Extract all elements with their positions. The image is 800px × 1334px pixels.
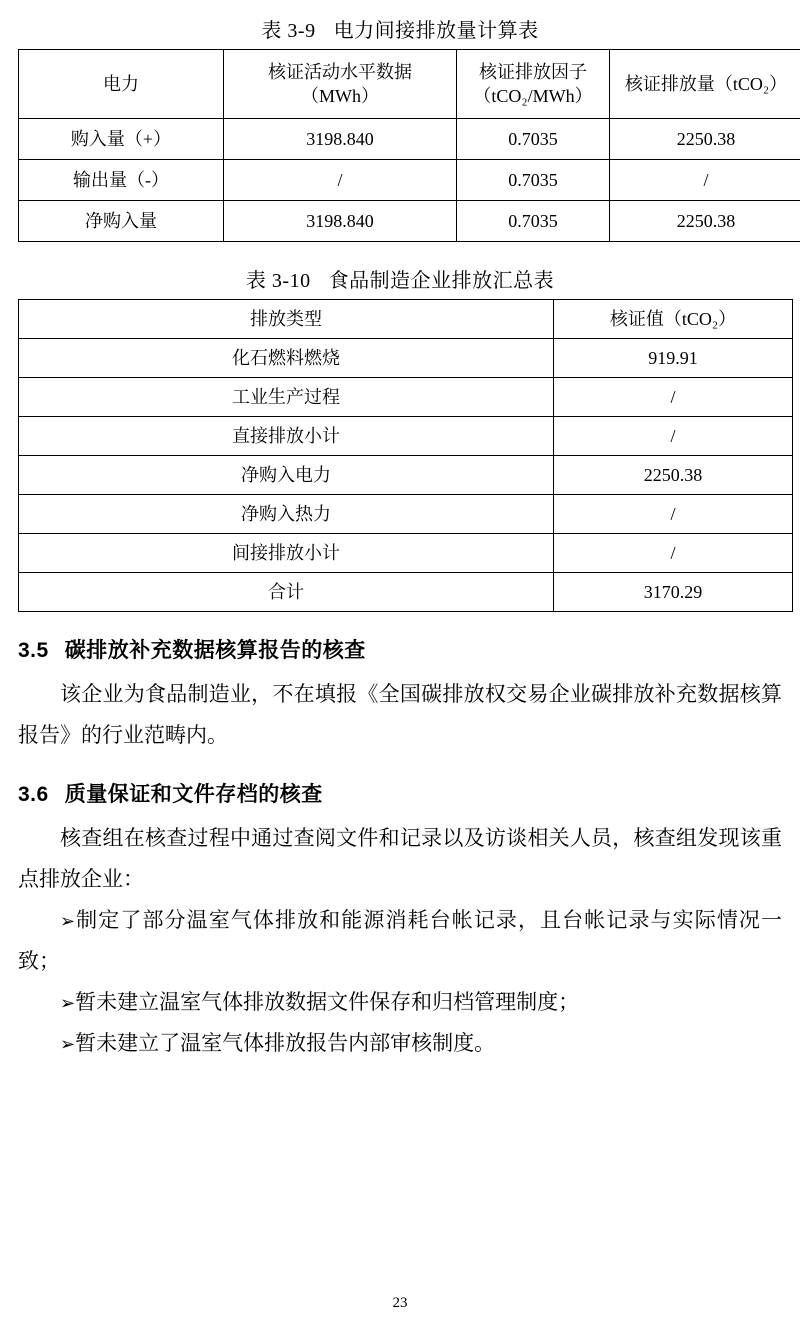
table-3-10-caption-title: 食品制造企业排放汇总表	[328, 270, 555, 292]
table-3-10-cell: 净购入热力	[19, 495, 554, 534]
section-title: 质量保证和文件存档的核查	[64, 782, 323, 806]
table-row	[19, 160, 800, 201]
table-3-10-cell: 净购入电力	[19, 456, 554, 495]
table-3-9	[18, 49, 800, 242]
section-3-6-paragraph: 核查组在核查过程中通过查阅文件和记录以及访谈相关人员，核查组发现该重点排放企业：	[18, 825, 782, 891]
table-3-9-cell: 3198.840	[224, 201, 457, 242]
bullet-item	[18, 900, 782, 982]
table-3-10-cell: 2250.38	[554, 456, 793, 495]
table-3-10-cell: /	[554, 534, 793, 573]
table-row	[19, 573, 793, 612]
table-3-9-cell: /	[610, 160, 800, 201]
table-row	[19, 339, 793, 378]
section-heading-3-5	[18, 634, 782, 664]
section-title: 碳排放补充数据核算报告的核查	[64, 639, 366, 662]
bullet-item	[18, 1023, 782, 1064]
table-3-9-cell: 0.7035	[457, 201, 610, 242]
page-number: 23	[392, 1295, 408, 1311]
table-3-10-cell: /	[554, 378, 793, 417]
table-3-9-header-0: 电力	[19, 50, 224, 119]
table-3-9-cell: 3198.840	[224, 119, 457, 160]
bullet-text: 制定了部分温室气体排放和能源消耗台帐记录，且台帐记录与实际情况一 致；	[18, 907, 782, 973]
table-row	[19, 417, 793, 456]
table-3-10-cell: 化石燃料燃烧	[19, 339, 554, 378]
table-3-9-cell: 2250.38	[610, 201, 800, 242]
table-3-9-cell: /	[224, 160, 457, 201]
table-3-9-header-1	[224, 50, 457, 119]
table-3-10-cell: 919.91	[554, 339, 793, 378]
table-row	[19, 119, 800, 160]
bullet-item	[18, 982, 782, 1023]
bullet-text: 暂未建立了温室气体排放报告内部审核制度。	[75, 1030, 496, 1055]
header-line: 核证排放因子	[479, 61, 587, 82]
table-row	[19, 456, 793, 495]
table-3-9-cell: 2250.38	[610, 119, 800, 160]
table-3-10-cell: /	[554, 495, 793, 534]
table-3-9-caption-label: 表 3-9	[261, 20, 316, 42]
section-heading-3-6	[18, 778, 782, 808]
table-3-9-caption	[18, 14, 782, 43]
table-3-10-cell: 合计	[19, 573, 554, 612]
table-3-9-cell: 0.7035	[457, 160, 610, 201]
table-3-10	[18, 299, 793, 612]
table-3-10-caption	[18, 264, 782, 293]
table-3-10-header-0: 排放类型	[19, 300, 554, 339]
table-3-9-cell: 0.7035	[457, 119, 610, 160]
arrow-bullet-icon: ➢	[60, 1033, 76, 1055]
table-3-10-cell: 3170.29	[554, 573, 793, 612]
header-line: （MWh）	[301, 86, 379, 106]
table-3-9-cell: 购入量（+）	[19, 119, 224, 160]
table-row	[19, 534, 793, 573]
table-3-10-cell: 工业生产过程	[19, 378, 554, 417]
table-row	[19, 300, 793, 339]
table-3-9-cell: 输出量（-）	[19, 160, 224, 201]
table-3-10-cell: /	[554, 417, 793, 456]
table-3-9-caption-title: 电力间接排放量计算表	[333, 20, 539, 42]
table-3-9-header-3: 核证排放量（tCO₂）	[610, 50, 800, 119]
table-3-10-cell: 间接排放小计	[19, 534, 554, 573]
bullet-text: 暂未建立温室气体排放数据文件保存和归档管理制度；	[75, 989, 580, 1014]
table-row	[19, 201, 800, 242]
table-row	[19, 495, 793, 534]
section-number: 3.6	[18, 782, 49, 806]
header-line: 核证活动水平数据	[268, 61, 412, 82]
arrow-bullet-icon: ➢	[60, 910, 76, 932]
table-3-9-cell: 净购入量	[19, 201, 224, 242]
header-line: （tCO₂/MWh）	[473, 86, 593, 106]
section-3-5-paragraph: 该企业为食品制造业，不在填报《全国碳排放权交易企业碳排放补充数据核算报告》的行业范畴内。	[18, 682, 782, 747]
table-3-9-header-2	[457, 50, 610, 119]
section-number: 3.5	[18, 639, 49, 662]
table-3-10-header-1: 核证值（tCO₂）	[554, 300, 793, 339]
table-3-10-cell: 直接排放小计	[19, 417, 554, 456]
table-row	[19, 378, 793, 417]
table-3-10-caption-label: 表 3-10	[245, 270, 311, 292]
arrow-bullet-icon: ➢	[60, 992, 76, 1014]
table-row	[19, 50, 800, 119]
